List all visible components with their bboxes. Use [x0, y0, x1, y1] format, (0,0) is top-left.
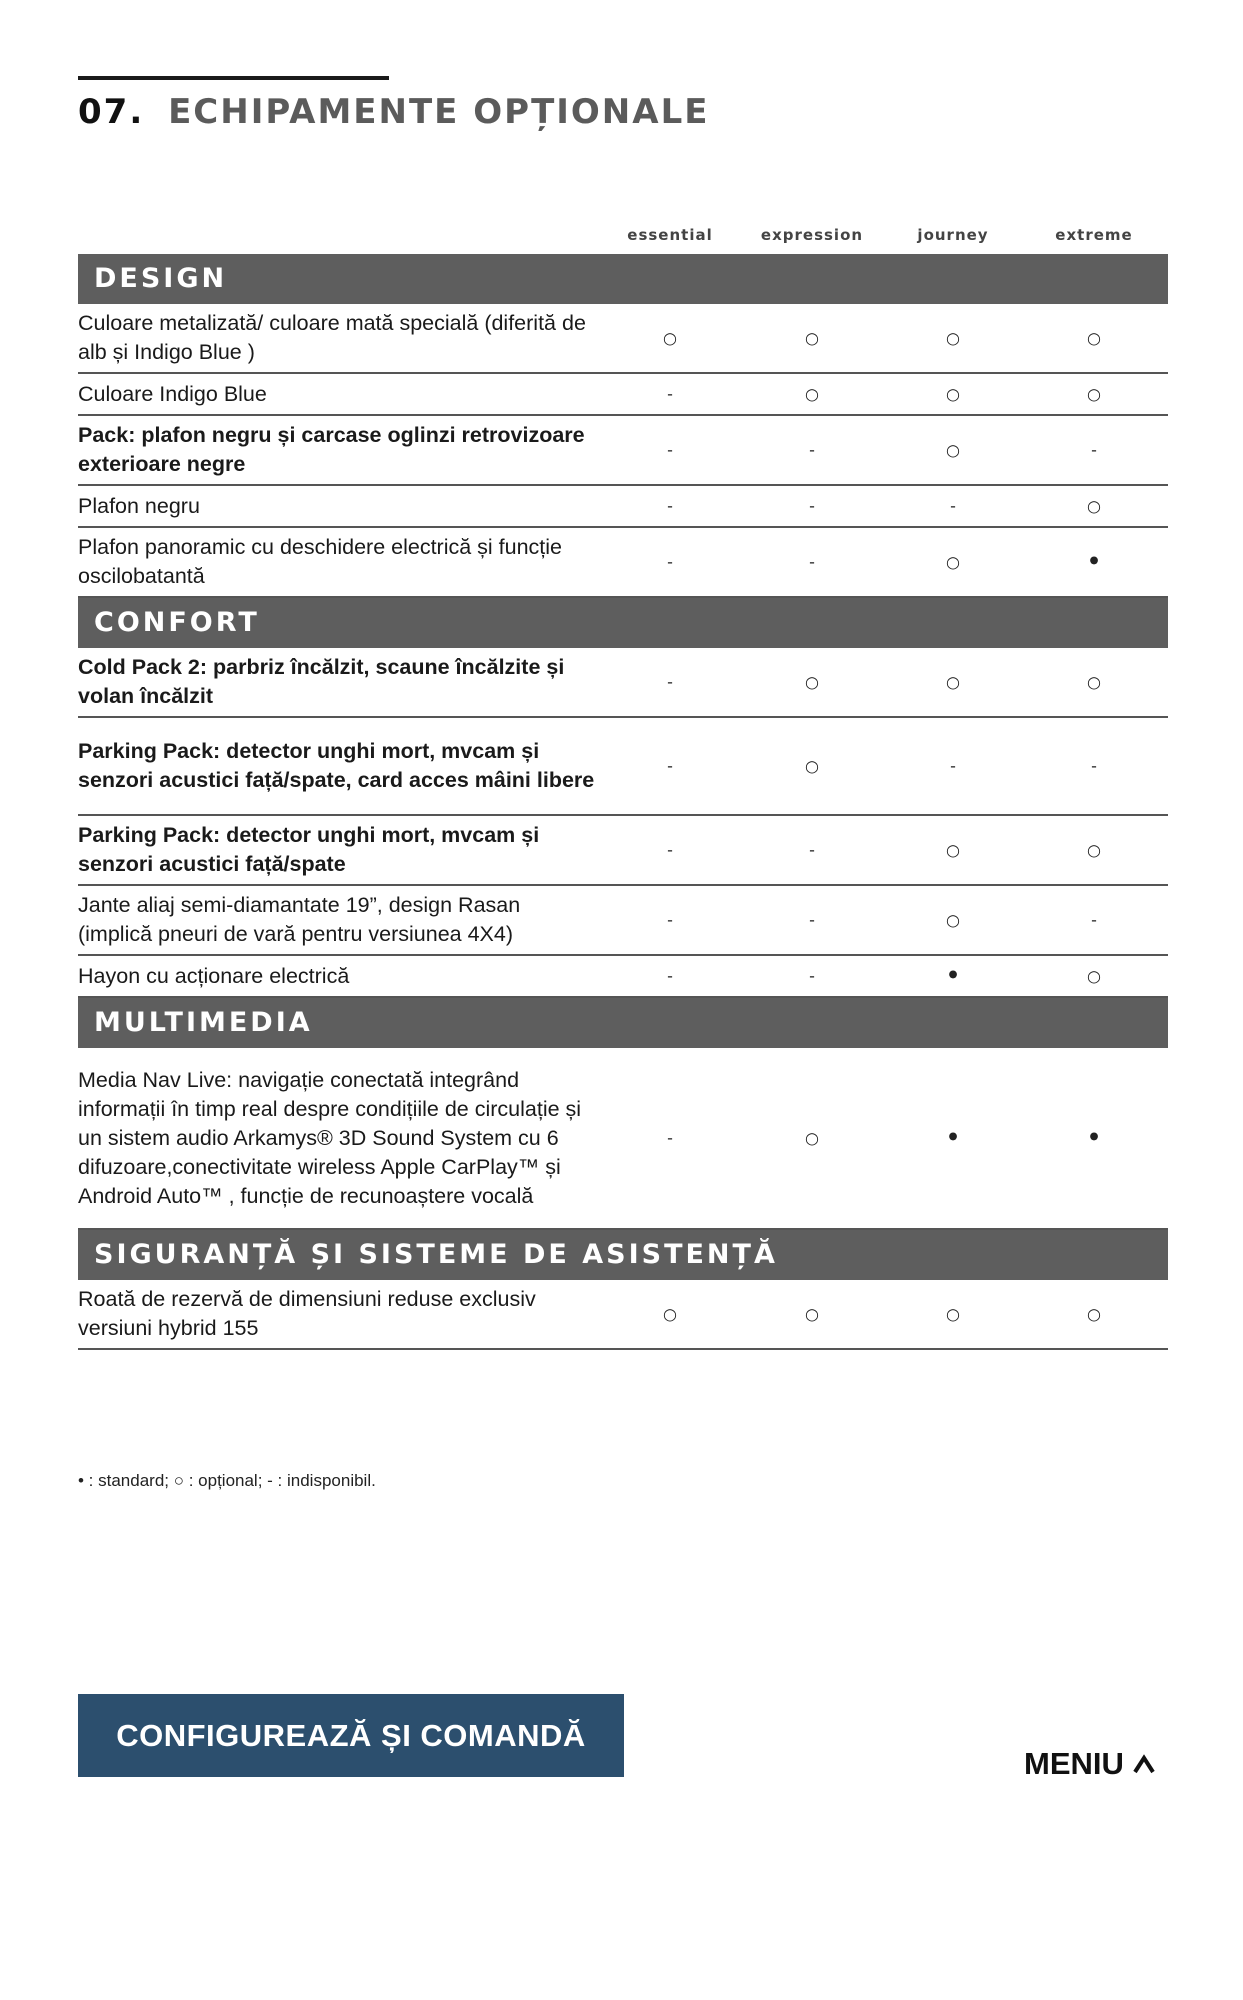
legend: • : standard; ○ : opțional; - : indisponibil. [78, 1471, 376, 1490]
configure-order-button[interactable]: CONFIGUREAZĂ ȘI COMANDĂ [78, 1694, 624, 1777]
availability-essential: ○ [663, 328, 677, 348]
availability-extreme: ○ [1087, 384, 1101, 404]
section-header: SIGURANȚĂ ȘI SISTEME DE ASISTENȚĂ [78, 1230, 1168, 1280]
feature-label: Roată de rezervă de dimensiuni reduse exclusiv versiuni hybrid 155 [78, 1287, 536, 1340]
table-row [78, 374, 1168, 416]
availability-expression: - [809, 552, 815, 572]
column-header-journey: journey [917, 226, 989, 244]
availability-extreme: ○ [1087, 496, 1101, 516]
availability-extreme: ○ [1087, 840, 1101, 860]
top-rule [78, 76, 389, 80]
feature-label: Culoare metalizată/ culoare mată specială (diferită de alb și Indigo Blue ) [78, 311, 586, 364]
section-header: CONFORT [78, 598, 1168, 648]
availability-extreme: ○ [1087, 328, 1101, 348]
table-row [78, 528, 1168, 598]
table-row [78, 886, 1168, 956]
availability-extreme: - [1091, 910, 1097, 930]
availability-journey: ○ [946, 328, 960, 348]
section-header: DESIGN [78, 254, 1168, 304]
feature-label: Hayon cu acționare electrică [78, 963, 350, 988]
column-header-extreme: extreme [1055, 226, 1133, 244]
table-row [78, 486, 1168, 528]
availability-expression: - [809, 910, 815, 930]
feature-label: Pack: plafon negru și carcase oglinzi retrovizoare exterioare negre [78, 423, 585, 476]
section-header: MULTIMEDIA [78, 998, 1168, 1048]
table-row [78, 1048, 1168, 1230]
availability-essential: - [667, 384, 673, 404]
availability-extreme: - [1091, 440, 1097, 460]
feature-label: Plafon negru [78, 493, 200, 518]
page-heading: ECHIPAMENTE OPȚIONALE [168, 92, 710, 132]
availability-essential: - [667, 496, 673, 516]
availability-extreme: • [1086, 549, 1102, 575]
feature-label: Cold Pack 2: parbriz încălzit, scaune încălzite și volan încălzit [78, 655, 565, 708]
menu-button[interactable] [1024, 1746, 1156, 1782]
table-row [78, 416, 1168, 486]
availability-expression: ○ [805, 1128, 819, 1148]
page-number: 07. [78, 92, 145, 132]
availability-expression: ○ [805, 756, 819, 776]
feature-label: Parking Pack: detector unghi mort, mvcam și senzori acustici față/spate, card acces mâini libere [78, 739, 595, 792]
chevron-up-icon [1132, 1753, 1156, 1775]
table-row [78, 718, 1168, 816]
availability-expression: - [809, 496, 815, 516]
availability-expression: ○ [805, 672, 819, 692]
feature-label: Media Nav Live: navigație conectată integrând informații în timp real despre condițiile de circulație și un sistem audio Arkamys® 3D Sound System cu 6 difuzoare,conectivitate wireless Apple CarPlay™ și Android Auto™ , funcție de recunoaștere vocală [78, 1067, 582, 1208]
column-header-essential: essential [627, 226, 713, 244]
availability-extreme: • [1086, 1125, 1102, 1151]
availability-expression: - [809, 966, 815, 986]
availability-journey: • [945, 1125, 961, 1151]
availability-essential: ○ [663, 1304, 677, 1324]
availability-expression: - [809, 440, 815, 460]
availability-extreme: - [1091, 756, 1097, 776]
availability-journey: ○ [946, 840, 960, 860]
availability-journey: ○ [946, 384, 960, 404]
availability-essential: - [667, 552, 673, 572]
table-row [78, 816, 1168, 886]
column-headers [0, 226, 1243, 250]
feature-label: Parking Pack: detector unghi mort, mvcam și senzori acustici față/spate [78, 823, 540, 876]
availability-essential: - [667, 672, 673, 692]
availability-extreme: ○ [1087, 1304, 1101, 1324]
availability-essential: - [667, 966, 673, 986]
availability-essential: - [667, 1128, 673, 1148]
availability-expression: - [809, 840, 815, 860]
page-title [78, 92, 709, 132]
table-row [78, 648, 1168, 718]
availability-extreme: ○ [1087, 672, 1101, 692]
availability-extreme: ○ [1087, 966, 1101, 986]
availability-expression: ○ [805, 1304, 819, 1324]
availability-journey: ○ [946, 552, 960, 572]
availability-journey: - [950, 496, 956, 516]
availability-essential: - [667, 910, 673, 930]
availability-expression: ○ [805, 328, 819, 348]
feature-label: Jante aliaj semi-diamantate 19”, design Rasan (implică pneuri de vară pentru versiunea 4X4) [78, 893, 521, 946]
availability-journey: ○ [946, 440, 960, 460]
column-header-expression: expression [760, 226, 864, 244]
table-row [78, 304, 1168, 374]
availability-journey: • [945, 963, 961, 989]
equipment-table [78, 254, 1168, 1350]
availability-essential: - [667, 440, 673, 460]
availability-expression: ○ [805, 384, 819, 404]
availability-essential: - [667, 756, 673, 776]
table-row [78, 956, 1168, 998]
availability-journey: - [950, 756, 956, 776]
feature-label: Culoare Indigo Blue [78, 381, 267, 406]
availability-journey: ○ [946, 910, 960, 930]
feature-label: Plafon panoramic cu deschidere electrică și funcție oscilobatantă [78, 535, 563, 588]
availability-journey: ○ [946, 672, 960, 692]
table-row [78, 1280, 1168, 1350]
menu-label: MENIU [1024, 1746, 1124, 1781]
availability-essential: - [667, 840, 673, 860]
availability-journey: ○ [946, 1304, 960, 1324]
